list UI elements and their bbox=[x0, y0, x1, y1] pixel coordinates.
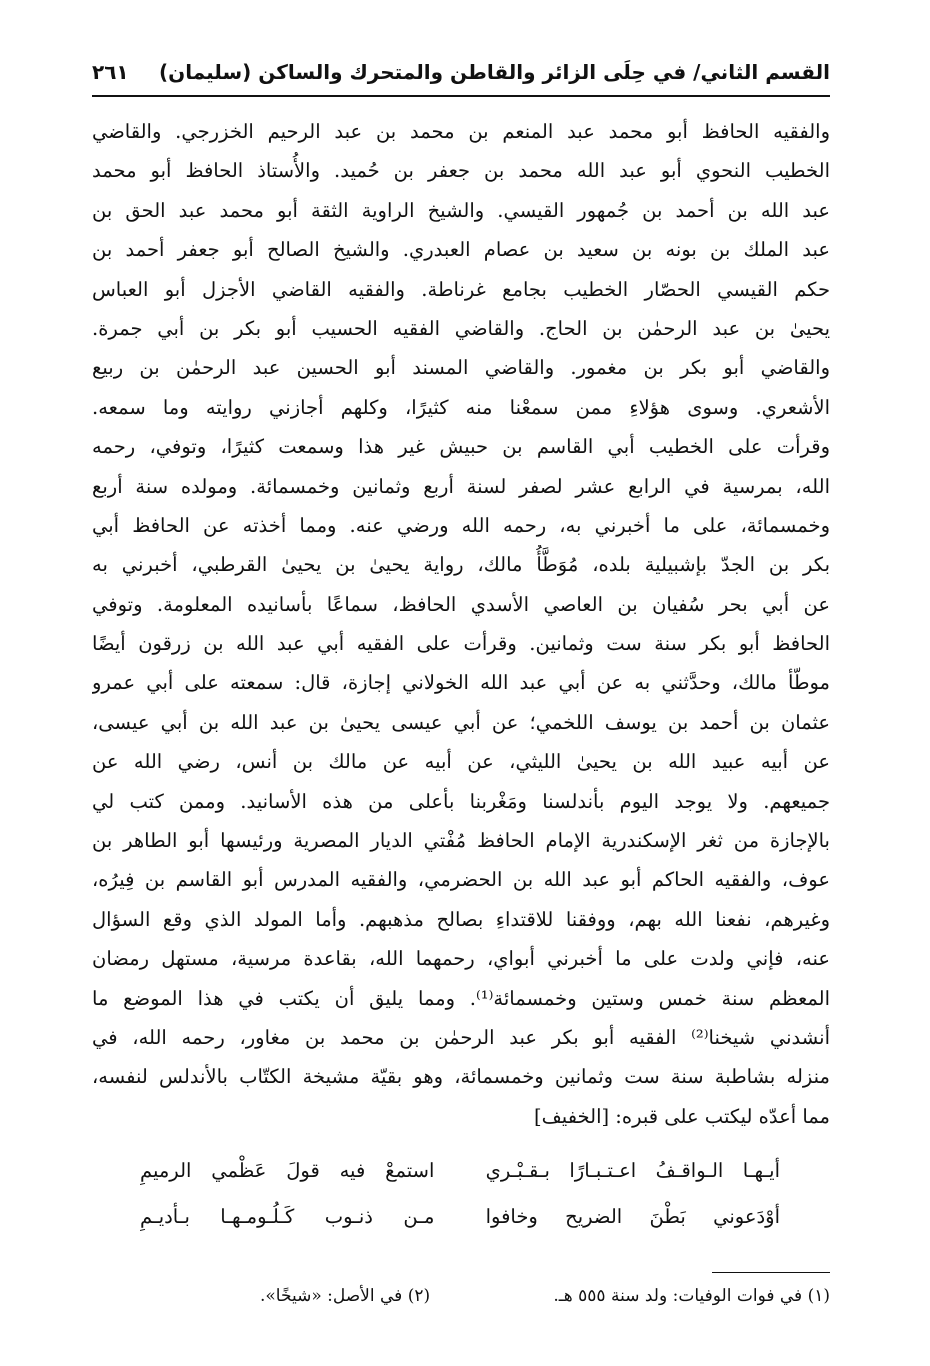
text-line: والفقيه الحافظ أبو محمد عبد المنعم بن محمد بن عبد الرحيم الخزرجي. والقاضي bbox=[92, 120, 830, 143]
poem-verse bbox=[140, 1148, 780, 1194]
text-line: الأشعري. وسوى هؤلاءِ ممن سمعْنا منه كثيرًا، وكلهم أجازني روايته وما سمعه. bbox=[92, 395, 830, 419]
text-line: وغيرهم، نفعنا الله بهم، ووفقنا للاقتداءِ بصالح مذهبهم. وأما المولد الذي وقع السؤال bbox=[92, 907, 830, 931]
text-line: بكر بن الجدّ بإشبيلية بلده، مُوَطَّأُ مالك، رواية يحيىٰ بن يحيىٰ القرطبي، أخبرني به bbox=[92, 553, 830, 577]
verse-second-hemistich: مـن ذنـوب كَـلُـومـهـا بـأديـمِ bbox=[140, 1205, 435, 1228]
verse-second-hemistich: استمعْ فيه قولَ عَظْمي الرميمِ bbox=[140, 1159, 435, 1182]
text-line: الله، بمرسية في الرابع عشر لصفر لسنة أربع وثمانين وخمسمائة. ومولده سنة أربع bbox=[92, 474, 830, 498]
text-line: جميعهم. ولا يوجد اليوم بأندلسنا ومَغْربنا بأعلى من هذه الأسانيد. وممن كتب لي bbox=[92, 789, 830, 813]
body-text bbox=[92, 112, 830, 1136]
text-line: مما أعدّه ليكتب على قبره: [الخفيف] bbox=[534, 1104, 830, 1128]
poem-verse bbox=[140, 1194, 780, 1240]
verse-first-hemistich: أيـهـا الـواقـفُ اعـتـبـارًا بـقـبْـري bbox=[485, 1159, 780, 1182]
text-line: عن أبي بحر سُفيان بن العاصي الأسدي الحافظ، سماعًا بأسانيده المعلومة. وتوفي bbox=[92, 592, 830, 616]
text-line: يحيىٰ بن عبد الرحمٰن بن الحاج. والقاضي الفقيه الحسيب أبو بكر بن أبي جمرة. bbox=[92, 316, 830, 340]
text-line: منزله بشاطبة سنة ست وثمانين وخمسمائة، وهو بقيّة مشيخة الكتّاب بالأندلس لنفسه، bbox=[92, 1065, 830, 1089]
text-line: والقاضي أبو بكر بن مغمور. والقاضي المسند أبو الحسين عبد الرحمٰن بن ربيع bbox=[92, 356, 830, 380]
text-line: حكم القيسي الحصّار الخطيب بجامع غرناطة. والفقيه القاضي الأجزل أبو العباس bbox=[92, 277, 830, 301]
verse-first-hemistich: أوْدَعوني بَطْنَ الضريح وخافوا bbox=[485, 1205, 780, 1228]
text-line: الخطيب النحوي أبو عبد الله محمد بن جعفر بن حُميد. والأُستاذ الحافظ أبو محمد bbox=[92, 159, 830, 183]
text-line: عن أبيه عبيد الله بن يحيىٰ الليثي، عن أبيه عن مالك بن أنس، رضي الله عن bbox=[92, 750, 830, 774]
footnote-2: (٢) في الأصل: «شيخًا». bbox=[260, 1286, 431, 1306]
footnote-1: (١) في فوات الوفيات: ولد سنة ٥٥٥ هـ. bbox=[553, 1286, 830, 1306]
header-rule bbox=[92, 95, 830, 97]
text-line: عنه، فإني ولدت على ما أخبرني أبواي، رحمهما الله، بقاعدة مرسية، مستهل رمضان bbox=[92, 947, 830, 971]
text-line: أنشدني شيخنا⁽²⁾ الفقيه أبو بكر عبد الرحمٰن بن محمد بن مغاور، رحمه الله، في bbox=[92, 1025, 830, 1049]
text-line: عبد الله بن أحمد بن جُمهور القيسي. والشيخ الراوية الثقة أبو محمد عبد الحق بن bbox=[92, 198, 830, 222]
text-line: موطّأ مالك، وحدَّثني به عن أبي عبد الله الخولاني إجازة، قال: سمعته على أبي عمرو bbox=[92, 671, 830, 695]
text-line: عوف، والفقيه الحاكم أبو عبد الله بن الحضرمي، والفقيه المدرس أبو القاسم بن فِيرُه، bbox=[92, 868, 830, 892]
poem bbox=[140, 1148, 780, 1240]
text-line: بالإجازة من ثغر الإسكندرية الإمام الحافظ مُفْتي الديار المصرية ورئيسها أبو الطاهر بن bbox=[92, 829, 830, 853]
text-line: عثمان بن أحمد بن يوسف اللخمي؛ عن أبي عيسى يحيىٰ بن عبد الله بن أبي عيسى، bbox=[92, 710, 830, 734]
running-head-title: القسم الثاني/ في حِلَى الزائر والقاطن والمتحرك والساكن (سليمان) bbox=[159, 60, 830, 84]
running-head bbox=[92, 50, 830, 94]
footnote-rule bbox=[712, 1272, 830, 1273]
text-line: الحافظ أبو بكر سنة ست وثمانين. وقرأت على الفقيه أبي عبد الله بن زرقون أيضًا bbox=[92, 632, 830, 656]
text-line: عبد الملك بن بونه بن سعيد بن عصام العبدري. والشيخ الصالح أبو جعفر أحمد بن bbox=[92, 238, 830, 262]
text-line: وقرأت على الخطيب أبي القاسم بن حبيش غير هذا وسمعت كثيرًا، وتوفي، رحمه bbox=[92, 435, 830, 459]
text-line: وخمسمائة، على ما أخبرني به، رحمه الله ورضي عنه. ومما أخذته عن الحافظ أبي bbox=[92, 513, 830, 537]
footnotes bbox=[260, 1283, 830, 1309]
page-number: ٢٦١ bbox=[92, 60, 129, 84]
text-line: المعظم سنة خمس وستين وخمسمائة⁽¹⁾. ومما يليق أن يكتب في هذا الموضع ما bbox=[92, 986, 830, 1010]
